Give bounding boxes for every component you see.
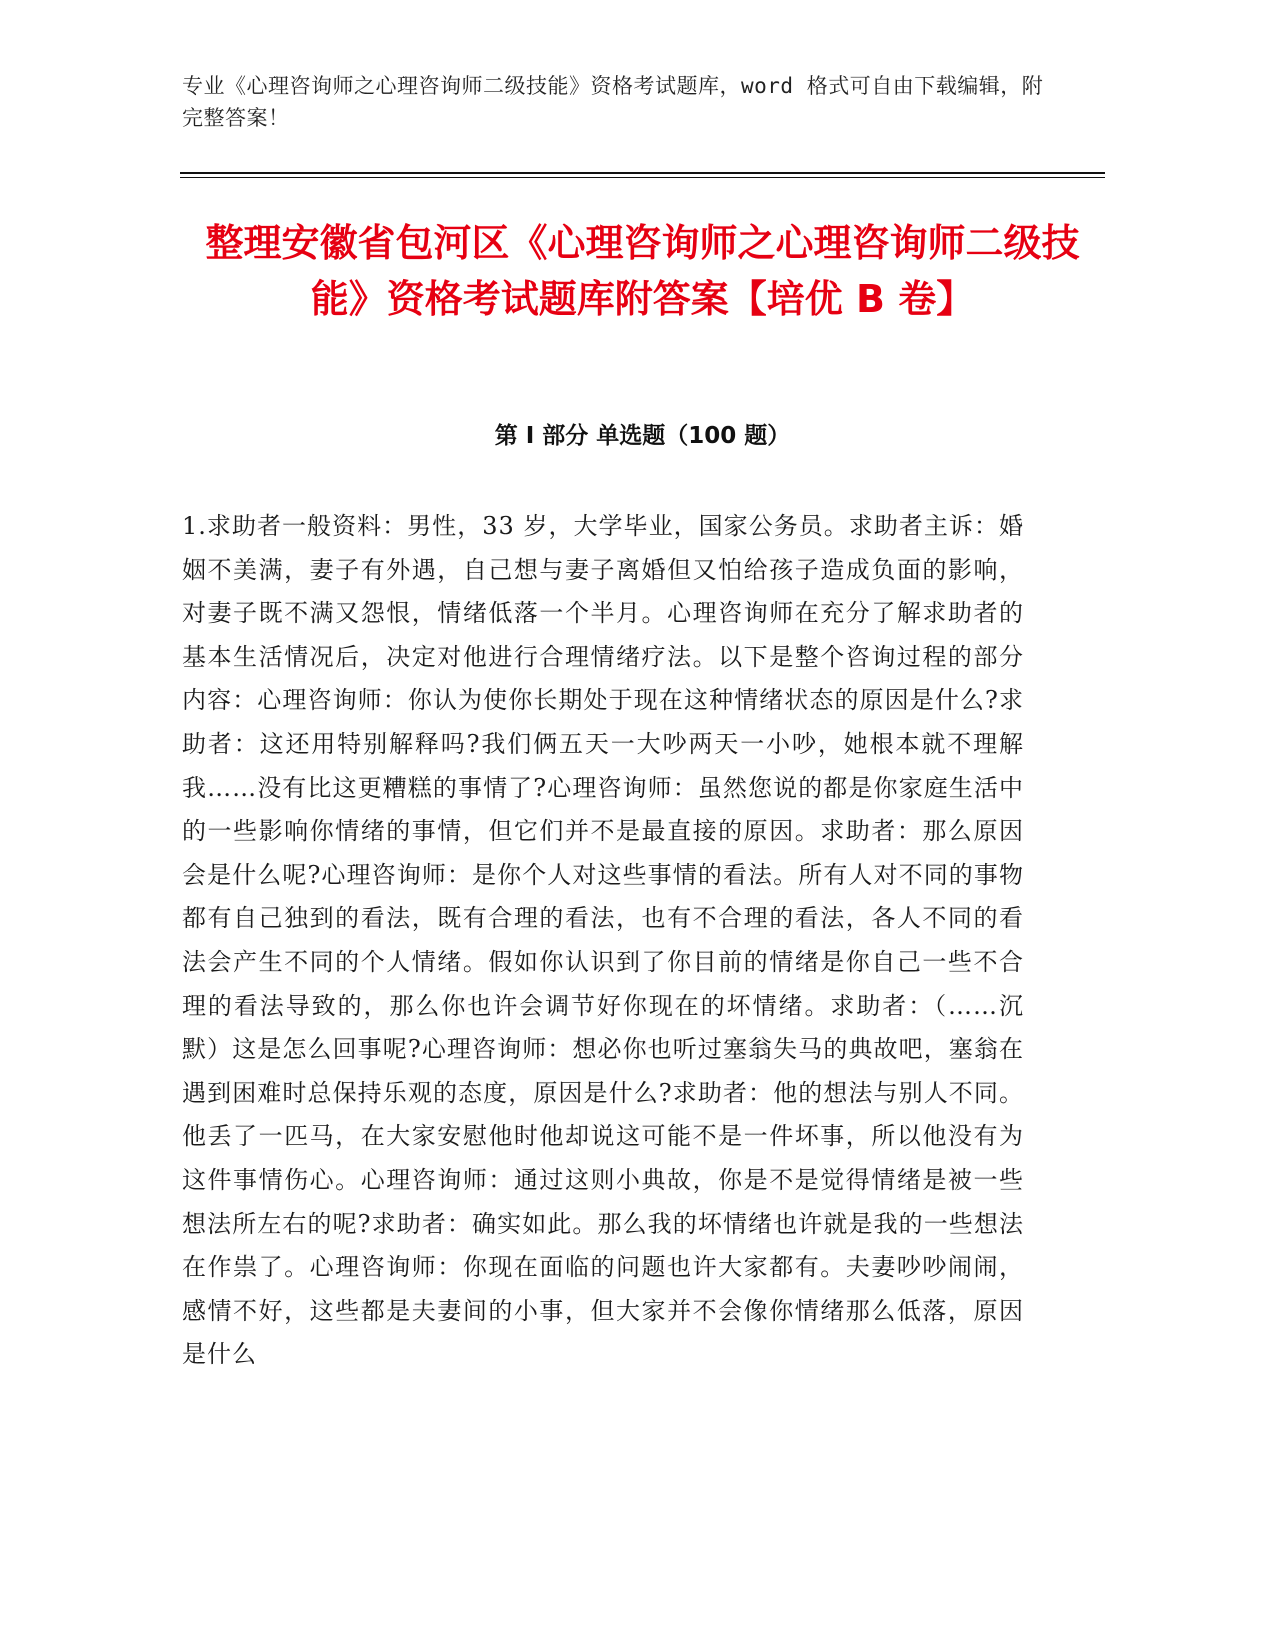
header-note: 专业《心理咨询师之心理咨询师二级技能》资格考试题库，word 格式可自由下载编辑，附完整答案！ xyxy=(182,74,1044,130)
question-text: 1.求助者一般资料：男性，33 岁，大学毕业，国家公务员。求助者主诉：婚姻不美满，妻子有外遇，自己想与妻子离婚但又怕给孩子造成负面的影响，对妻子既不满又怨恨，情绪低落一个半月。心理咨询师在充分了解求助者的基本生活情况后，决定对他进行合理情绪疗法。以下是整个咨询过程的部分内容：心理咨询师：你认为使你长期处于现在这种情绪状态的原因是什么?求助者：这还用特别解释吗?我们俩五天一大吵两天一小吵，她根本就不理解我……没有比这更糟糕的事情了?心理咨询师：虽然您说的都是你家庭生活中的一些影响你情绪的事情，但它们并不是最直接的原因。求助者：那么原因会是什么呢?心理咨询师：是你个人对这些事情的看法。所有人对不同的事物都有自己独到的看法，既有合理的看法，也有不合理的看法，各人不同的看法会产生不同的个人情绪。假如你认识到了你目前的情绪是你自己一些不合理的看法导致的，那么你也许会调节好你现在的坏情绪。求助者：（……沉默）这是怎么回事呢?心理咨询师：想必你也听过塞翁失马的典故吧，塞翁在遇到困难时总保持乐观的态度，原因是什么?求助者：他的想法与别人不同。他丢了一匹马，在大家安慰他时他却说这可能不是一件坏事，所以他没有为这件事情伤心。心理咨询师：通过这则小典故，你是不是觉得情绪是被一些想法所左右的呢?求助者：确实如此。那么我的坏情绪也许就是我的一些想法在作祟了。心理咨询师：你现在面临的问题也许大家都有。夫妻吵吵闹闹，感情不好，这些都是夫妻间的小事，但大家并不会像你情绪那么低落，原因是什么 xyxy=(182,512,1024,1369)
header-rule-thick xyxy=(180,172,1105,174)
header-rule-thin xyxy=(180,177,1105,178)
document-title: 整理安徽省包河区《心理咨询师之心理咨询师二级技能》资格考试题库附答案【培优 B 卷】 xyxy=(205,221,1080,321)
section-title: 第 I 部分 单选题（100 题） xyxy=(494,423,791,449)
